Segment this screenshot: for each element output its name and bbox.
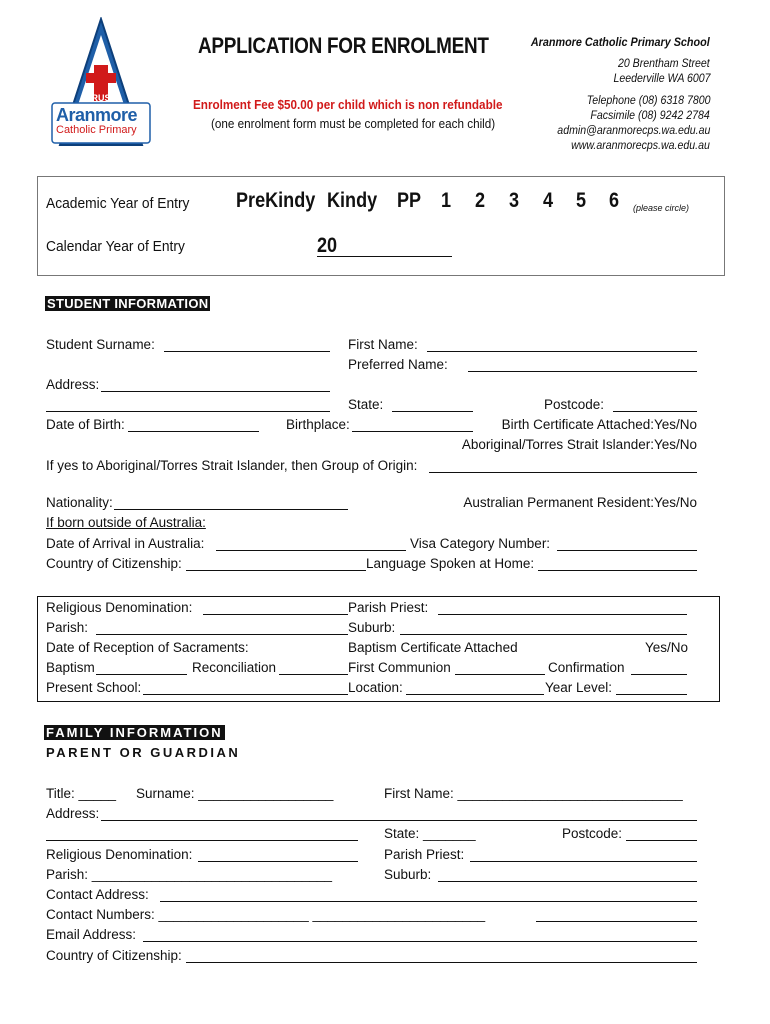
parent-suburb-field[interactable] (438, 881, 697, 882)
language-label: Language Spoken at Home: (366, 556, 535, 571)
school-fax: Facsimile (08) 9242 2784 (590, 110, 710, 122)
parish-priest-label: Parish Priest: (348, 600, 429, 615)
calendar-year-prefix: 20 (317, 234, 338, 257)
school-phone: Telephone (08) 6318 7800 (586, 95, 710, 107)
suburb-label: Suburb: (348, 620, 396, 635)
year-option-pp[interactable]: PP (397, 189, 422, 212)
year-option-1[interactable]: 1 (441, 189, 452, 212)
logo-sub: Catholic Primary (56, 124, 137, 136)
preferred-name-field[interactable] (468, 371, 697, 372)
birthplace-label: Birthplace: (286, 417, 350, 432)
present-school-label: Present School: (46, 680, 142, 695)
postcode-field[interactable] (613, 411, 697, 412)
religious-denomination-label: Religious Denomination: (46, 600, 193, 615)
form-title: APPLICATION FOR ENROLMENT (198, 33, 489, 58)
one-form-note: (one enrolment form must be completed for each child) (211, 116, 496, 131)
location-label: Location: (348, 680, 403, 695)
atsi-label[interactable]: Aboriginal/Torres Strait Islander:Yes/No (461, 437, 697, 452)
please-circle-note: (please circle) (633, 203, 690, 213)
school-logo (50, 17, 152, 147)
calendar-year-field[interactable] (317, 256, 452, 257)
parent-suburb-label: Suburb: (384, 867, 432, 882)
parent-parish-label[interactable]: Parish: ________________________________ (46, 867, 333, 882)
address-label: Address: (46, 377, 100, 392)
atsi-group-field[interactable] (429, 472, 697, 473)
reconciliation-label: Reconciliation (192, 660, 277, 675)
parent-address-field-line2[interactable] (46, 840, 358, 841)
calendar-year-label: Calendar Year of Entry (46, 238, 185, 255)
state-label: State: (348, 397, 384, 412)
year-option-6[interactable]: 6 (609, 189, 620, 212)
parent-title-label[interactable]: Title: _____ (46, 786, 117, 801)
parent-parish-priest-label: Parish Priest: (384, 847, 465, 862)
school-name: Aranmore Catholic Primary School (531, 35, 710, 49)
year-option-5[interactable]: 5 (576, 189, 587, 212)
logo-trust-text: TRUST (86, 93, 116, 103)
contact-address-field[interactable] (160, 901, 697, 902)
parish-field[interactable] (96, 634, 348, 635)
year-level-label: Year Level: (545, 680, 613, 695)
parent-postcode-label: Postcode: (562, 826, 623, 841)
academic-year-label: Academic Year of Entry (46, 195, 190, 212)
nationality-label: Nationality: (46, 495, 113, 510)
first-communion-label: First Communion (348, 660, 451, 675)
suburb-field[interactable] (400, 634, 687, 635)
dob-field[interactable] (128, 431, 259, 432)
birth-cert-label[interactable]: Birth Certificate Attached:Yes/No (501, 417, 697, 432)
postcode-label: Postcode: (544, 397, 605, 412)
year-level-field[interactable] (616, 694, 687, 695)
baptism-cert-yes-no[interactable]: Yes/No (644, 640, 688, 655)
year-option-3[interactable]: 3 (509, 189, 520, 212)
logo-name: Aranmore (56, 105, 138, 125)
arrival-field[interactable] (216, 550, 406, 551)
contact-number-field-3[interactable] (536, 921, 697, 922)
atsi-group-label: If yes to Aboriginal/Torres Strait Islander, then Group of Origin: (46, 458, 418, 473)
state-field[interactable] (392, 411, 473, 412)
language-field[interactable] (538, 570, 697, 571)
parish-priest-field[interactable] (438, 614, 687, 615)
visa-field[interactable] (557, 550, 697, 551)
parent-state-label[interactable]: State: _______ (384, 826, 476, 841)
parent-citizenship-label: Country of Citizenship: (46, 948, 182, 963)
contact-address-label: Contact Address: (46, 887, 149, 902)
student-surname-field[interactable] (164, 351, 330, 352)
parent-postcode-field[interactable] (626, 840, 697, 841)
present-school-field[interactable] (143, 694, 348, 695)
student-surname-label: Student Surname: (46, 337, 155, 352)
baptism-cert-label: Baptism Certificate Attached (348, 640, 518, 655)
location-field[interactable] (406, 694, 544, 695)
parent-citizenship-field[interactable] (186, 962, 697, 963)
preferred-name-label: Preferred Name: (348, 357, 448, 372)
year-option-4[interactable]: 4 (543, 189, 554, 212)
address-field-line2[interactable] (46, 411, 330, 412)
address-field[interactable] (101, 391, 330, 392)
dob-label: Date of Birth: (46, 417, 125, 432)
parish-label: Parish: (46, 620, 89, 635)
year-option-kindy[interactable]: Kindy (327, 189, 378, 212)
parent-denomination-field[interactable] (198, 861, 358, 862)
parent-address-label: Address: (46, 806, 100, 821)
sacraments-label: Date of Reception of Sacraments: (46, 640, 249, 655)
first-name-label: First Name: (348, 337, 418, 352)
parent-denomination-label: Religious Denomination: (46, 847, 193, 862)
family-section-heading: FAMILY INFORMATION (46, 725, 223, 740)
school-street: 20 Brentham Street (618, 58, 710, 70)
reconciliation-field[interactable] (279, 674, 348, 675)
school-email: admin@aranmorecps.wa.edu.au (556, 125, 710, 137)
year-option-prekindy[interactable]: PreKindy (236, 189, 316, 212)
student-section-heading: STUDENT INFORMATION (47, 296, 209, 311)
confirmation-label: Confirmation (548, 660, 625, 675)
resident-label[interactable]: Australian Permanent Resident:Yes/No (463, 495, 697, 510)
parent-surname-label[interactable]: Surname: __________________ (136, 786, 334, 801)
school-suburb: Leederville WA 6007 (612, 73, 710, 85)
first-name-field[interactable] (427, 351, 697, 352)
email-address-label: Email Address: (46, 927, 137, 942)
year-option-2[interactable]: 2 (475, 189, 486, 212)
contact-numbers-label[interactable]: Contact Numbers: ____________________ _______________________ (46, 907, 486, 922)
school-web: www.aranmorecps.wa.edu.au (571, 140, 710, 152)
citizenship-field[interactable] (186, 570, 366, 571)
born-outside-label: If born outside of Australia: (46, 515, 206, 530)
email-address-field[interactable] (143, 941, 697, 942)
first-communion-field[interactable] (455, 674, 545, 675)
birthplace-field[interactable] (352, 431, 473, 432)
entry-box (37, 176, 725, 276)
citizenship-label: Country of Citizenship: (46, 556, 182, 571)
arrival-label: Date of Arrival in Australia: (46, 536, 205, 551)
confirmation-field[interactable] (631, 674, 687, 675)
parent-address-field[interactable] (101, 820, 697, 821)
parent-parish-priest-field[interactable] (470, 861, 697, 862)
baptism-label: Baptism (46, 660, 95, 675)
visa-label: Visa Category Number: (410, 536, 551, 551)
parent-guardian-heading: PARENT OR GUARDIAN (46, 745, 241, 760)
nationality-field[interactable] (114, 509, 348, 510)
baptism-field[interactable] (96, 674, 187, 675)
parent-first-name-label[interactable]: First Name: ______________________________ (384, 786, 683, 801)
enrolment-fee: Enrolment Fee $50.00 per child which is non refundable (193, 97, 503, 112)
religious-denomination-field[interactable] (203, 614, 348, 615)
